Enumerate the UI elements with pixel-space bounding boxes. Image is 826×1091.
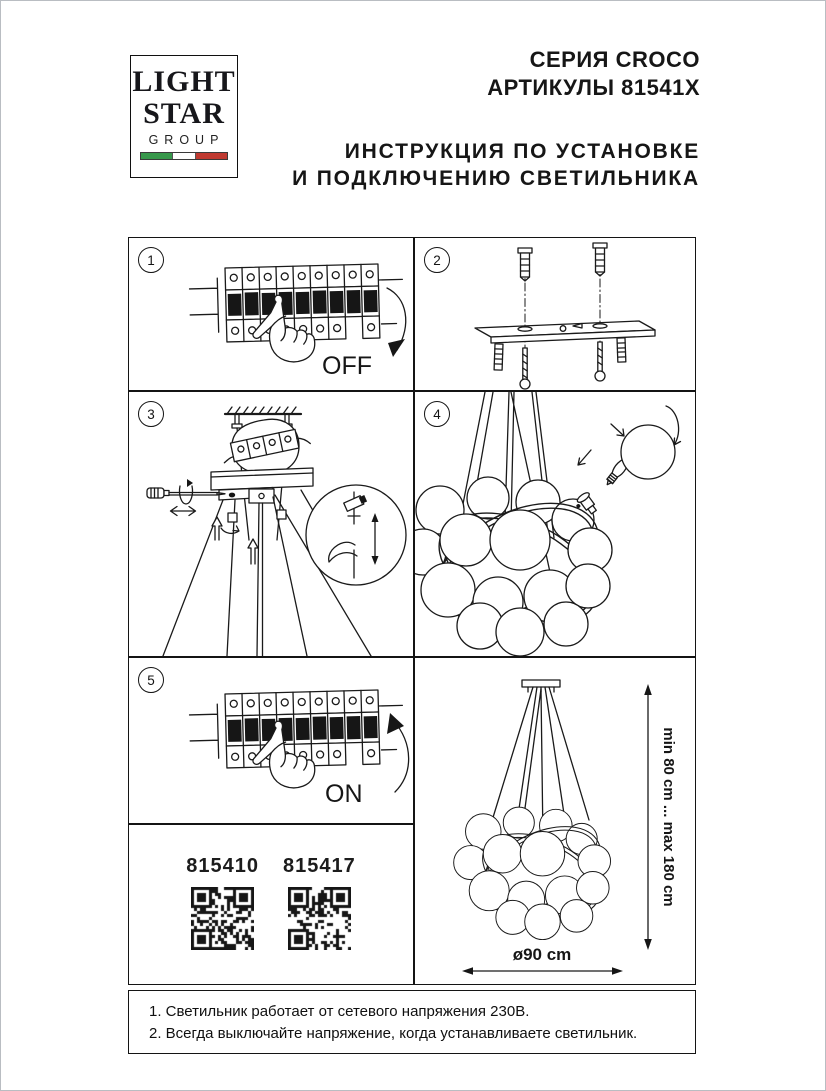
- step-5-panel: [129, 658, 413, 823]
- chandelier-dimensions-illustration: [415, 658, 694, 983]
- breaker-on-illustration: [129, 658, 413, 823]
- qr-code-label: 815417: [283, 855, 356, 877]
- flag-white-segment: [172, 153, 196, 159]
- note-2: 2. Всегда выключайте напряжение, когда устанавливаете светильник.: [149, 1025, 638, 1042]
- glass-globe: [621, 425, 675, 479]
- flag-red-segment: [196, 153, 227, 159]
- mounting-bracket-illustration: [415, 238, 694, 390]
- logo-word-light: LIGHT: [132, 65, 236, 98]
- step-5-number: 5: [138, 667, 164, 693]
- step-2-panel: [415, 238, 694, 390]
- instruction-title-line1: ИНСТРУКЦИЯ ПО УСТАНОВКЕ: [344, 140, 700, 163]
- italian-flag-icon: [140, 152, 228, 160]
- logo-word-group: GROUP: [148, 133, 225, 147]
- qr-code-image: [191, 887, 254, 950]
- instruction-grid: [128, 237, 696, 985]
- instruction-title-line2: И ПОДКЛЮЧЕНИЮ СВЕТИЛЬНИКА: [292, 167, 700, 190]
- step-1-number: 1: [138, 247, 164, 273]
- off-label: OFF: [322, 352, 372, 380]
- lightstar-logo: [130, 55, 238, 178]
- step-4-number: 4: [424, 401, 450, 427]
- qr-code-image: [288, 887, 351, 950]
- breaker-off-illustration: [129, 238, 413, 390]
- height-dimension-label: min 80 cm ... max 180 cm: [660, 727, 677, 907]
- step-1-panel: [129, 238, 413, 390]
- diameter-dimension-label: ø90 cm: [512, 945, 572, 964]
- on-label: ON: [325, 780, 363, 808]
- safety-notes: [128, 990, 696, 1054]
- series-title: СЕРИЯ CROCO: [529, 47, 700, 72]
- qr-item-815417: [283, 855, 356, 950]
- document-header: [292, 46, 700, 192]
- step-4-panel: [415, 392, 694, 656]
- step-3-panel: [129, 392, 413, 656]
- logo-word-star: STAR: [143, 97, 225, 130]
- step-2-number: 2: [424, 247, 450, 273]
- arrow-down-icon: [388, 339, 405, 357]
- dimensions-panel: [415, 658, 694, 983]
- flag-green-segment: [141, 153, 172, 159]
- globe-assembly-illustration: [415, 392, 694, 656]
- qr-codes-panel: [129, 825, 413, 983]
- step-3-number: 3: [138, 401, 164, 427]
- note-1: 1. Светильник работает от сетевого напряжения 230В.: [149, 1003, 530, 1020]
- qr-code-label: 815410: [186, 855, 259, 877]
- canopy-installation-illustration: [129, 392, 413, 656]
- qr-item-815410: [186, 855, 259, 950]
- articles-title: АРТИКУЛЫ 81541X: [487, 75, 700, 100]
